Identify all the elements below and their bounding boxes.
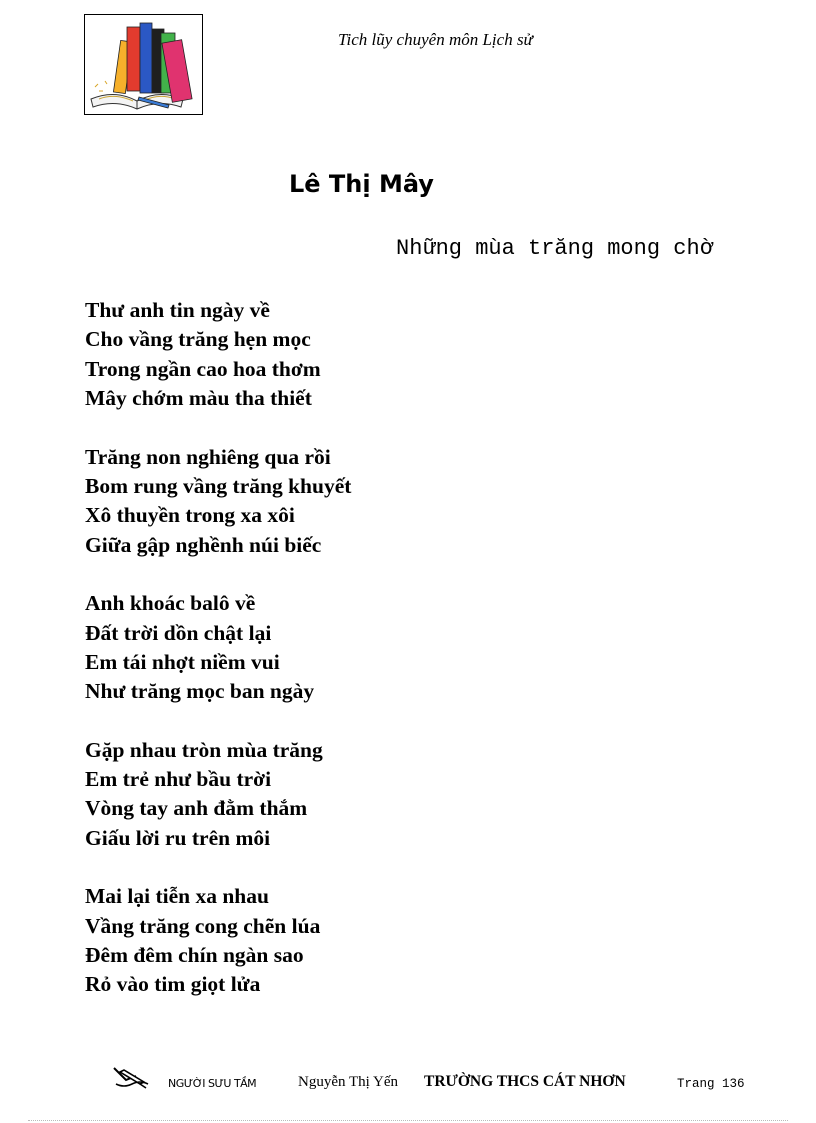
books-logo [84, 14, 203, 115]
poem-line: Em tái nhợt niềm vui [85, 649, 280, 674]
stanza [85, 296, 351, 414]
poem-body [85, 296, 351, 1029]
school-name: TRƯỜNG THCS CÁT NHƠN [424, 1073, 626, 1090]
poem-line: Mai lại tiễn xa nhau [85, 884, 269, 909]
poem-line: Giấu lời ru trên môi [85, 825, 271, 850]
poem-line: Mây chớm màu tha thiết [85, 386, 312, 411]
books-clipart-icon [85, 15, 203, 115]
page-number: Trang 136 [677, 1077, 745, 1091]
poem-line: Rỏ vào tim giọt lửa [85, 972, 261, 997]
poem-line: Đất trời dồn chật lại [85, 620, 272, 645]
poem-line: Cho vầng trăng hẹn mọc [85, 327, 311, 352]
poem-line: Bom rung vầng trăng khuyết [85, 473, 352, 498]
pen-writing-icon [110, 1062, 150, 1090]
stanza [85, 882, 351, 1000]
collector-name: Nguyễn Thị Yến [298, 1074, 398, 1090]
poem-line: Như trăng mọc ban ngày [85, 679, 315, 704]
poem-line: Đêm đêm chín ngàn sao [85, 943, 304, 968]
poem-line: Gặp nhau tròn mùa trăng [85, 737, 323, 762]
poem-line: Thư anh tin ngày về [85, 298, 270, 322]
poem-line: Vầng trăng cong chẽn lúa [85, 913, 321, 938]
poem-line: Xô thuyền trong xa xôi [85, 503, 295, 528]
poem-line: Trăng non nghiêng qua rồi [85, 444, 331, 469]
author-name: Lê Thị Mây [289, 170, 434, 198]
poem-line: Giữa gập nghềnh núi biếc [85, 532, 322, 557]
stanza [85, 443, 351, 561]
poem-title: Những mùa trăng mong chờ [396, 236, 713, 261]
stanza [85, 589, 351, 707]
stanza [85, 736, 351, 854]
footer-divider [28, 1120, 788, 1121]
header-title: Tich lũy chuyên môn Lịch sử [338, 30, 533, 49]
poem-line: Em trẻ như bầu trời [85, 767, 272, 792]
poem-line: Vòng tay anh đằm thắm [85, 796, 308, 821]
collector-label: NGƯỜI SƯU TẦM [168, 1077, 257, 1090]
poem-line: Anh khoác balô về [85, 591, 256, 616]
poem-line: Trong ngần cao hoa thơm [85, 356, 321, 381]
